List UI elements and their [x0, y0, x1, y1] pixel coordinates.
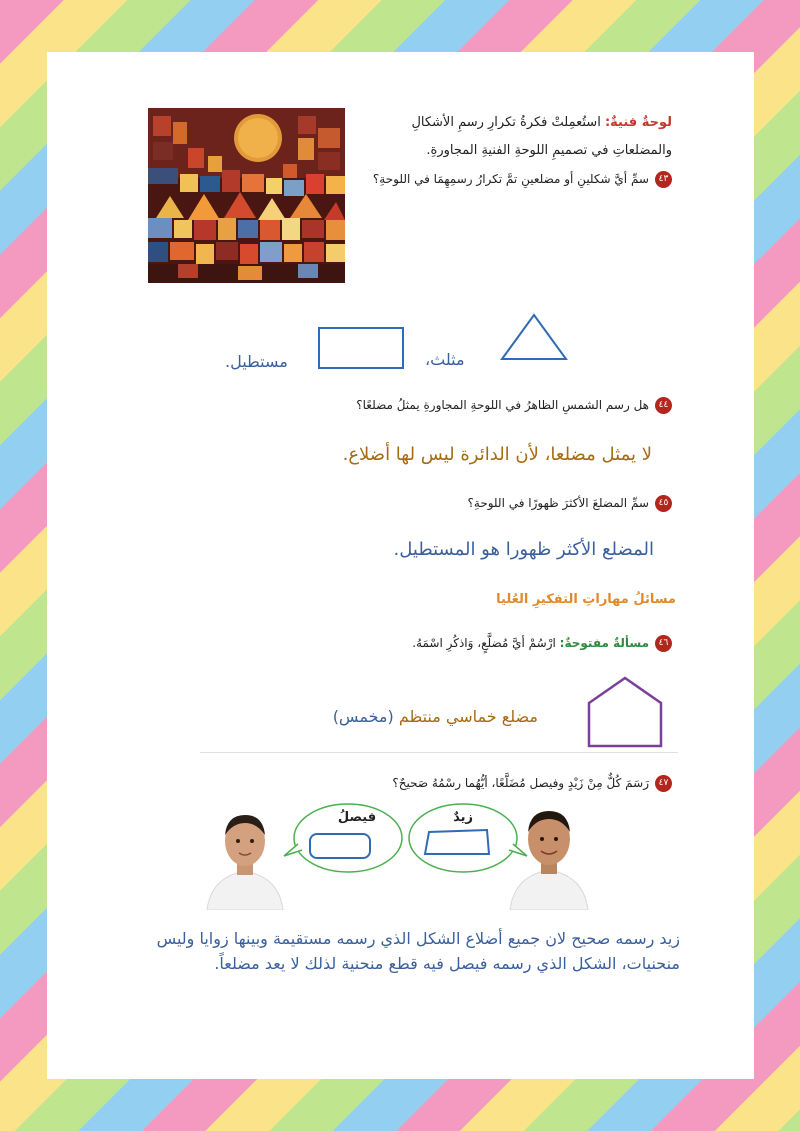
faisal-name-label: فيصلُ: [337, 810, 377, 825]
question-number-46: ٤٦: [655, 635, 672, 652]
castle-and-sun-painting: [148, 108, 345, 283]
triangle-shape: [498, 312, 570, 362]
question-46: [292, 632, 672, 654]
triangle-label: مثلث،: [425, 350, 465, 369]
question-46-text: ارْسُمْ أيَّ مُضلَّعٍ، وَاذكُرِ اسْمَهُ.: [412, 636, 556, 650]
zaid-name-label: زيدٌ: [453, 810, 473, 825]
answer-46-extra: (مخمس): [332, 707, 394, 726]
rectangle-label: مستطيل.: [225, 352, 288, 371]
answer-46-main: مضلع خماسي منتظم: [398, 707, 538, 726]
question-44-text: هل رسم الشمسِ الظاهرُ في اللوحةِ المجاورةِ يمثلُ مضلعًا؟: [356, 398, 649, 412]
answer-44: لا يمثل مضلعا، لأن الدائرة ليس لها أضلاع.: [342, 444, 652, 465]
intro-text-line2: والمضلعاتِ في تصميمِ اللوحةِ الفنيةِ المجاورةِ.: [426, 143, 672, 158]
intro-text-line1: استُعمِلتْ فكرةُ تكرارِ رسمِ الأشكالِ: [411, 115, 601, 130]
question-43: [352, 168, 672, 190]
question-45-text: سمِّ المضلعَ الأكثرَ ظهورًا في اللوحةِ؟: [467, 496, 649, 510]
question-45: [372, 492, 672, 514]
answer-47-line1: زيد رسمه صحيح لان جميع أضلاع الشكل الذي رسمه مستقيمة وبينها زوايا وليس: [156, 929, 680, 948]
intro-label: لوحةٌ فنيةٌ:: [604, 115, 672, 130]
artwork-image: [148, 108, 345, 283]
question-number-44: ٤٤: [655, 397, 672, 414]
divider: [200, 752, 678, 753]
question-number-47: ٤٧: [655, 775, 672, 792]
pentagon-drawing: [585, 675, 665, 749]
answer-45: المضلع الأكثر ظهورا هو المستطيل.: [393, 539, 654, 560]
question-number-45: ٤٥: [655, 495, 672, 512]
question-43-text: سمِّ أيَّ شكلينِ أو مضلعينِ تمَّ تكرارُ رسمِهِمَا في اللوحةِ؟: [372, 172, 649, 186]
rectangle-shape: [317, 326, 405, 370]
question-44: [312, 394, 672, 416]
question-46-label: مسألةٌ مفتوحةٌ:: [559, 636, 649, 650]
boy-faisal-image: [205, 805, 285, 910]
question-47-text: رَسَمَ كُلٌّ مِنْ زَيْدٍ وفيصل مُضَلَّعًا، أيُّهُما رسْمُهُ صَحيحٌ؟: [392, 776, 649, 790]
section-title: مسائلُ مهاراتِ التفكيرِ العُليا: [496, 592, 676, 607]
answer-47-line2: منحنيات، الشكل الذي رسمه فيصل فيه قطع منحنية لذلك لا يعد مضلعاً.: [214, 954, 680, 973]
answer-46: [278, 703, 538, 731]
question-47: [292, 772, 672, 794]
question-number-43: ٤٣: [655, 171, 672, 188]
intro-paragraph: [372, 112, 672, 134]
